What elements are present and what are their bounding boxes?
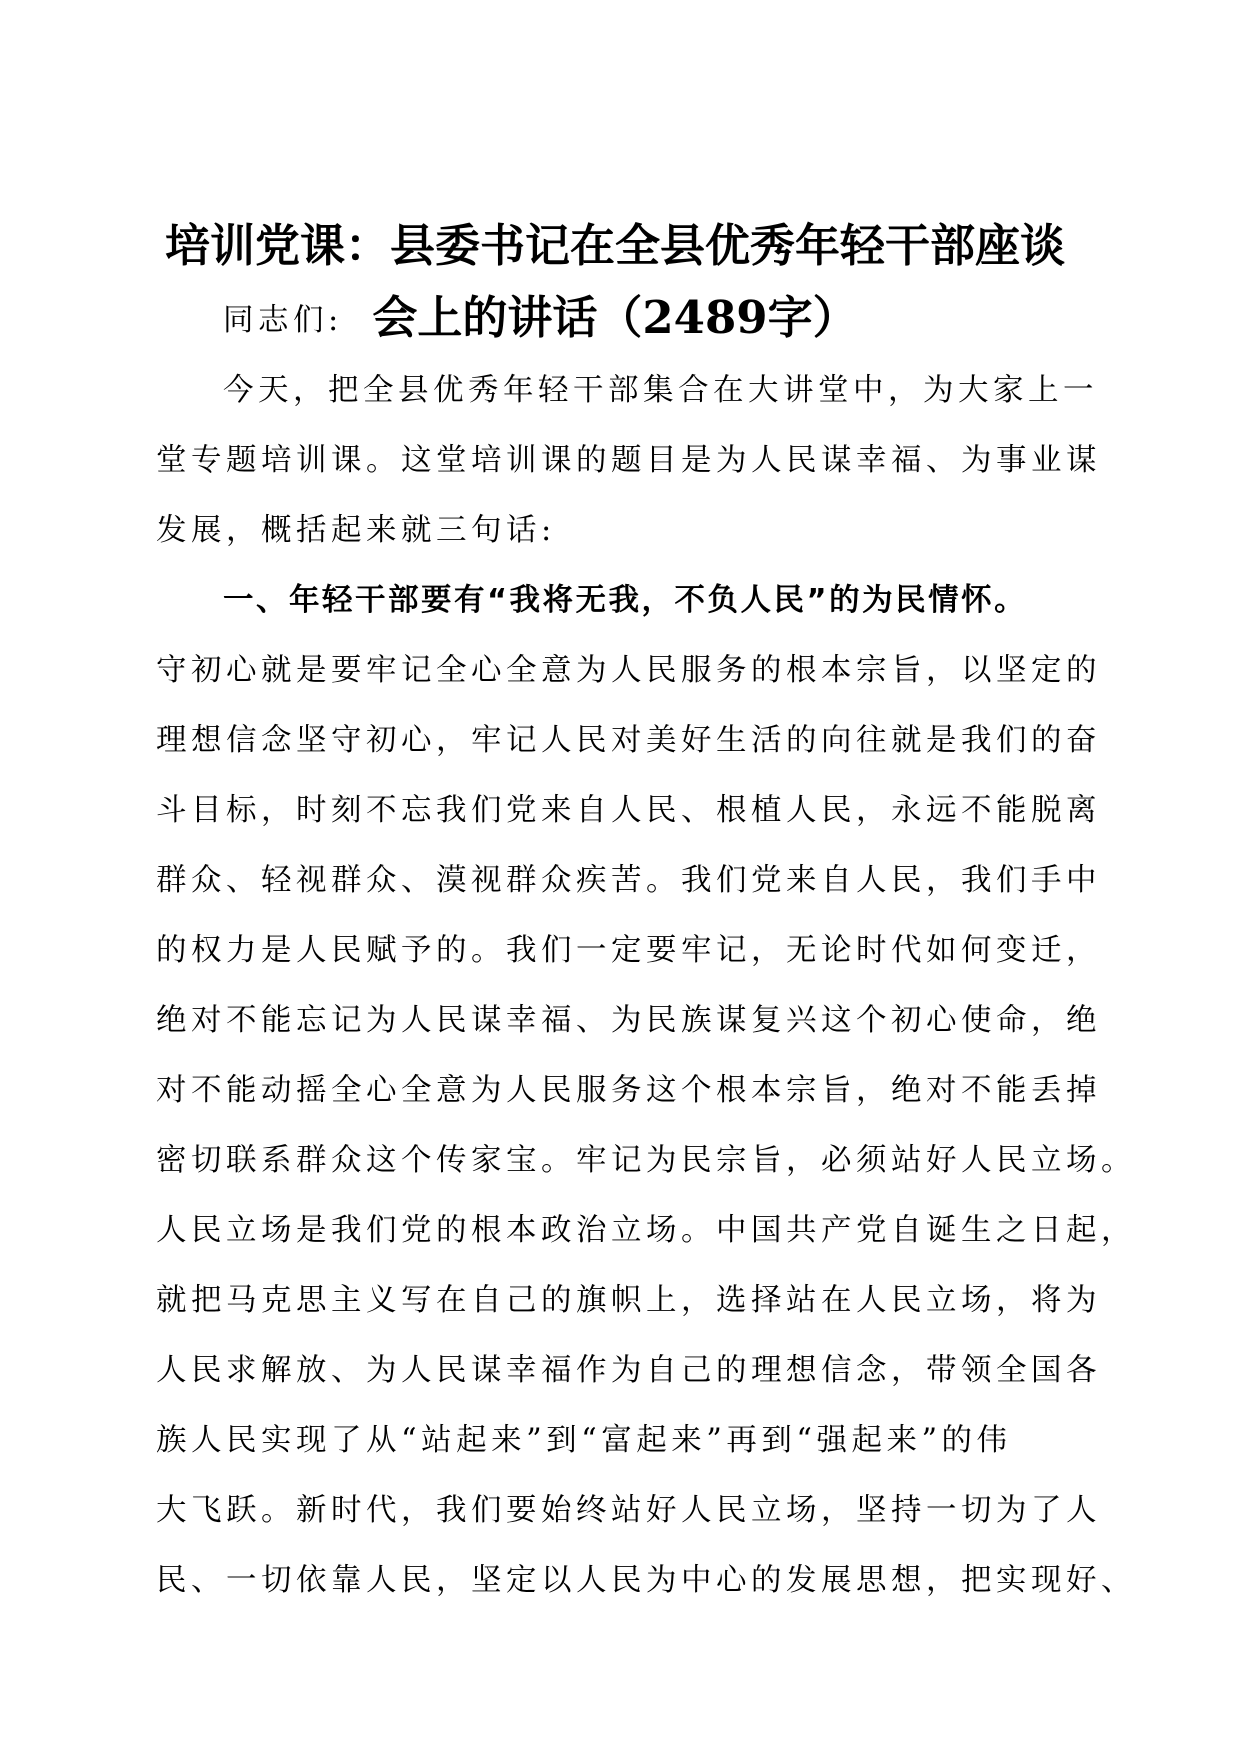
title-line-1: 培训党课：县委书记在全县优秀年轻干部座谈 (164, 219, 1065, 273)
paragraph-line: 人民立场是我们党的根本政治立场。中国共产党自诞生之日起， (156, 1213, 1136, 1248)
paragraph-line: 民、一切依靠人民，坚定以人民为中心的发展思想，把实现好、 (156, 1563, 1136, 1598)
paragraph-line: 堂专题培训课。这堂培训课的题目是为人民谋幸福、为事业谋 (156, 443, 1101, 478)
paragraph-line: 今天，把全县优秀年轻干部集合在大讲堂中，为大家上一 (223, 373, 1098, 408)
paragraph-line: 斗目标，时刻不忘我们党来自人民、根植人民，永远不能脱离 (156, 793, 1101, 828)
paragraph-line: 大飞跃。新时代，我们要始终站好人民立场，坚持一切为了人 (156, 1493, 1101, 1528)
salutation: 同志们: (223, 303, 343, 338)
document-body (156, 286, 1136, 1616)
paragraph-line: 绝对不能忘记为人民谋幸福、为民族谋复兴这个初心使命，绝 (156, 1003, 1101, 1038)
title-line-2: 会上的讲话（2489字） (372, 291, 858, 345)
paragraph-line: 对不能动摇全心全意为人民服务这个根本宗旨，绝对不能丢掉 (156, 1073, 1101, 1108)
paragraph-line: 理想信念坚守初心，牢记人民对美好生活的向往就是我们的奋 (156, 723, 1101, 758)
paragraph-line: 的权力是人民赋予的。我们一定要牢记，无论时代如何变迁， (156, 933, 1101, 968)
paragraph-line: 守初心就是要牢记全心全意为人民服务的根本宗旨，以坚定的 (156, 653, 1101, 688)
section-heading-1: 一、年轻干部要有“我将无我，不负人民”的为民情怀。 (223, 583, 1028, 618)
paragraph-line: 密切联系群众这个传家宝。牢记为民宗旨，必须站好人民立场。 (156, 1143, 1136, 1178)
paragraph-line: 族人民实现了从“站起来”到“富起来”再到“强起来”的伟 (156, 1423, 1012, 1458)
paragraph-line: 人民求解放、为人民谋幸福作为自己的理想信念，带领全国各 (156, 1353, 1101, 1388)
paragraph-line: 群众、轻视群众、漠视群众疾苦。我们党来自人民，我们手中 (156, 863, 1101, 898)
paragraph-line: 发展，概括起来就三句话: (156, 513, 556, 548)
paragraph-line: 就把马克思主义写在自己的旗帜上，选择站在人民立场，将为 (156, 1283, 1101, 1318)
